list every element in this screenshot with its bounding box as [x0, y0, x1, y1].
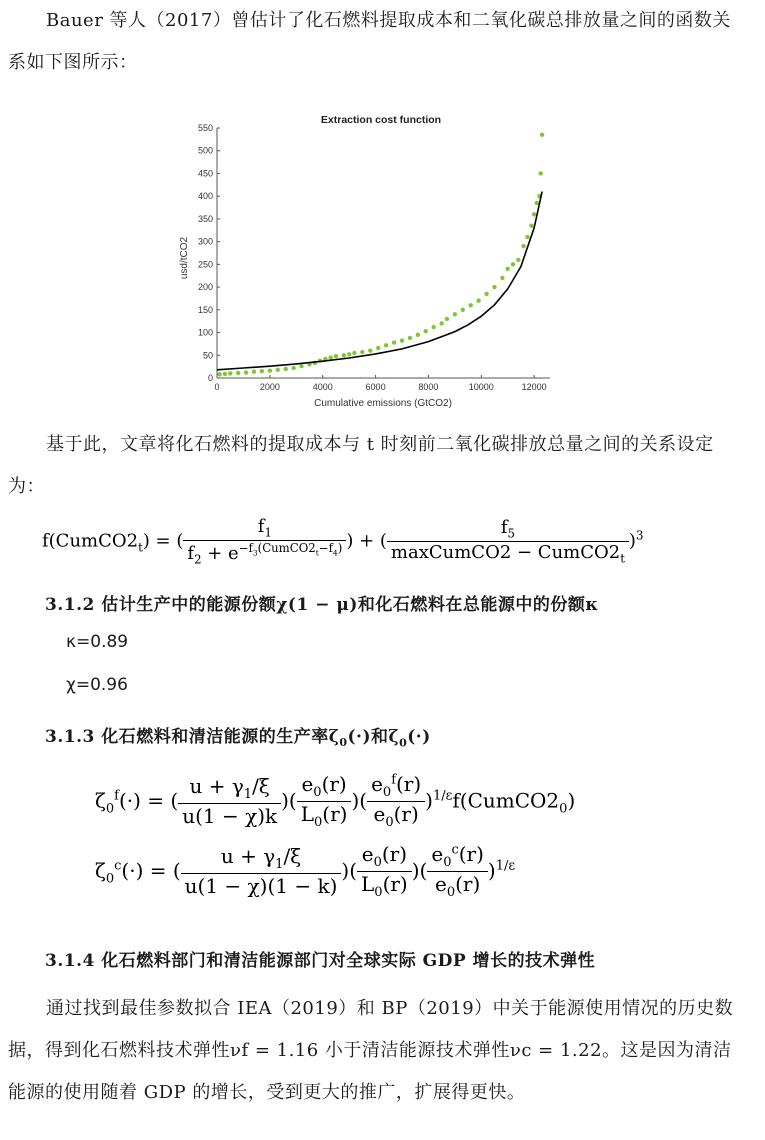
data-point: [268, 369, 272, 373]
data-point: [511, 262, 515, 266]
y-tick-label: 400: [197, 191, 213, 202]
elasticity-paragraph: 通过找到最佳参数拟合 IEA（2019）和 BP（2019）中关于能源使用情况的历史数据，得到化石燃料技术弹性νf = 1.16 小于清洁能源技术弹性νc = 1.22。这是因为清洁能源的使用随着 GDP 的增长，受到更大的推广，扩展得更快。: [8, 998, 734, 1103]
data-point: [424, 329, 428, 333]
y-tick-label: 550: [197, 123, 213, 133]
chart-title: Extraction cost function: [320, 114, 442, 126]
chart-y-axis-label: usd/tCO2: [179, 236, 190, 280]
heading-3-1-2: 3.1.2 估计生产中的能源份额χ(1 − μ)和化石燃料在总能源中的份额κ: [45, 595, 599, 615]
data-point: [291, 366, 295, 370]
chart-axes: [198, 123, 550, 392]
y-tick-label: 0: [207, 373, 213, 383]
cost-formula: $f(CumCO2_t)$ = ( $\frac{f_1}{f_2 + e^{-f_3(CumCO2_t-f_4)}}$ ) + ( $\frac{f_5}{maxCumCO2 - CumCO2_t}$ )$^3$: [42, 516, 644, 567]
data-point: [228, 371, 232, 375]
data-point: [506, 267, 510, 271]
data-point: [347, 352, 351, 356]
data-point: [334, 354, 338, 358]
data-point: [260, 369, 264, 373]
data-point: [445, 317, 449, 321]
data-point: [408, 336, 412, 340]
data-point: [453, 312, 457, 316]
data-point: [529, 224, 533, 228]
chart-x-axis-label: Cumulative emissions (GtCO2): [314, 398, 452, 409]
fossil-productivity-formula: $\zeta_0^f(\cdot)$ = ( $\frac{u + \gamma_1/\xi}{u(1 - \chi)k}$ )( $\frac{e_0(r)}{L_0(r)}$ )( $\frac{e_0^f(r)}{e_0(r)}$ )$^{1/\varepsilon}f(CumCO2_0)$: [95, 772, 576, 831]
data-point: [352, 351, 356, 355]
data-point: [276, 368, 280, 372]
clean-productivity-formula: $\zeta_0^c(\cdot)$ = ( $\frac{u + \gamma_1/\xi}{u(1 - \chi)(1 - k)}$ )( $\frac{e_0(r)}{L_0(r)}$ )( $\frac{e_0^c(r)}{e_0(r)}$ )$^{1/\varepsilon}$: [95, 842, 516, 901]
data-point: [532, 212, 536, 216]
data-point: [342, 353, 346, 357]
y-tick-label: 500: [197, 145, 213, 156]
data-point: [236, 371, 240, 375]
y-tick-label: 350: [197, 213, 213, 224]
chart-fit-curve: [217, 192, 542, 370]
heading-3-1-3-mid: (·)和ζ: [347, 727, 400, 747]
data-point: [368, 349, 372, 353]
data-point: [540, 133, 544, 137]
data-point: [299, 364, 303, 368]
x-tick-label: 2000: [259, 382, 280, 392]
heading-3-1-4: 3.1.4 化石燃料部门和清洁能源部门对全球实际 GDP 增长的技术弹性: [45, 951, 596, 971]
data-point: [469, 303, 473, 307]
data-point: [244, 370, 248, 374]
param-kappa: κ=0.89: [66, 632, 129, 652]
data-point: [461, 308, 465, 312]
data-point: [476, 299, 480, 303]
data-point: [384, 343, 388, 347]
x-tick-label: 4000: [312, 382, 333, 392]
x-tick-label: 6000: [365, 382, 386, 392]
data-point: [439, 321, 443, 325]
y-tick-label: 150: [197, 304, 213, 315]
x-tick-label: 10000: [468, 382, 494, 392]
x-tick-label: 8000: [418, 382, 439, 392]
data-point: [328, 355, 332, 359]
y-tick-label: 100: [197, 327, 213, 338]
data-point: [360, 350, 364, 354]
heading-3-1-3-end: (·): [407, 727, 431, 747]
data-point: [392, 340, 396, 344]
data-point: [416, 333, 420, 337]
heading-3-1-3-text: 3.1.3 化石燃料和清洁能源的生产率ζ: [45, 727, 340, 747]
intro-paragraph: Bauer 等人（2017）曾估计了化石燃料提取成本和二氧化碳总排放量之间的函数关系如下图所示：: [8, 10, 731, 73]
x-tick-label: 0: [214, 382, 220, 392]
data-point: [500, 276, 504, 280]
data-point: [525, 235, 529, 239]
data-point: [484, 292, 488, 296]
y-tick-label: 450: [197, 168, 213, 179]
extraction-cost-chart: [175, 108, 560, 413]
data-point: [223, 372, 227, 376]
data-point: [400, 339, 404, 343]
param-chi: χ=0.96: [66, 675, 128, 695]
data-point: [217, 372, 221, 376]
data-point: [376, 346, 380, 350]
formula-intro-paragraph: 基于此，文章将化石燃料的提取成本与 t 时刻前二氧化碳排放总量之间的关系设定为：: [8, 434, 714, 497]
data-point: [432, 325, 436, 329]
fit-curve-line: [217, 192, 542, 370]
chart-points: [217, 133, 544, 377]
heading-3-1-3: 3.1.3 化石燃料和清洁能源的生产率$\zeta_0(\cdot)$和$\zeta_0(\cdot)$: [45, 727, 431, 750]
chart-svg: [175, 108, 560, 413]
data-point: [535, 201, 539, 205]
data-point: [284, 367, 288, 371]
y-tick-label: 50: [202, 350, 213, 361]
x-tick-label: 12000: [521, 382, 547, 392]
data-point: [539, 171, 543, 175]
y-tick-label: 300: [197, 236, 213, 247]
y-tick-label: 200: [197, 282, 213, 293]
data-point: [492, 285, 496, 289]
y-tick-label: 250: [197, 259, 213, 270]
data-point: [252, 369, 256, 373]
data-point: [516, 258, 520, 262]
data-point: [521, 244, 525, 248]
